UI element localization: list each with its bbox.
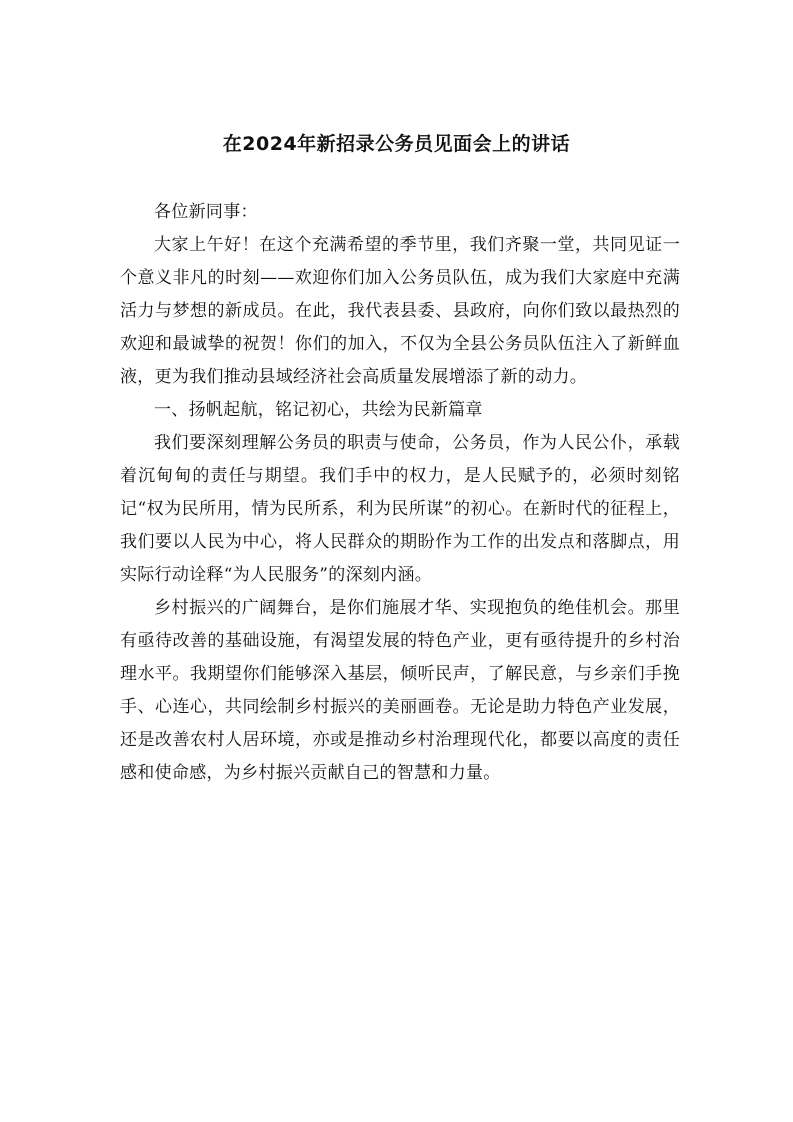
paragraph-welcome: 大家上午好！在这个充满希望的季节里，我们齐聚一堂，共同见证一个意义非凡的时刻——欢迎你们加入公务员队伍，成为我们大家庭中充满活力与梦想的新成员。在此，我代表县委、县政府，向你们致以最热烈的欢迎和最诚挚的祝贺！你们的加入，不仅为全县公务员队伍注入了新鲜血液，更为我们推动县域经济社会高质量发展增添了新的动力。 [120,235,680,387]
document-body [120,196,680,790]
section-heading-1: 一、扬帆起航，铭记初心，共绘为民新篇章 [154,400,483,420]
document-title: 在2024年新招录公务员见面会上的讲话 [222,133,571,155]
salutation: 各位新同事： [154,202,258,222]
paragraph-rural-revitalization: 乡村振兴的广阔舞台，是你们施展才华、实现抱负的绝佳机会。那里有亟待改善的基础设施，有渴望发展的特色产业，更有亟待提升的乡村治理水平。我期望你们能够深入基层，倾听民声，了解民意，与乡亲们手挽手、心连心，共同绘制乡村振兴的美丽画卷。无论是助力特色产业发展，还是改善农村人居环境，亦或是推动乡村治理现代化，都要以高度的责任感和使命感，为乡村振兴贡献自己的智慧和力量。 [120,598,680,783]
paragraph-duty: 我们要深刻理解公务员的职责与使命，公务员，作为人民公仆，承载着沉甸甸的责任与期望。我们手中的权力，是人民赋予的，必须时刻铭记“权为民所用，情为民所系，利为民所谋”的初心。在新时代的征程上，我们要以人民为中心，将人民群众的期盼作为工作的出发点和落脚点，用实际行动诠释“为人民服务”的深刻内涵。 [120,433,680,585]
